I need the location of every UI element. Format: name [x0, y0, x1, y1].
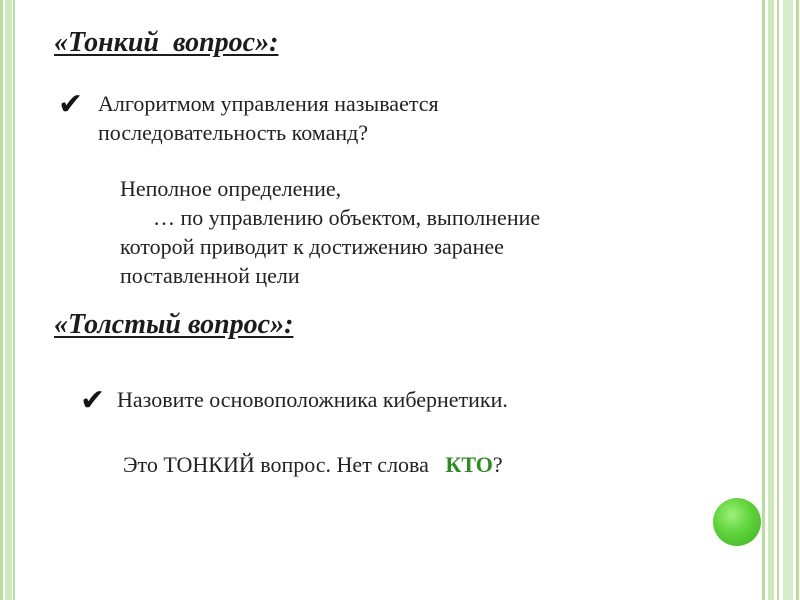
decorative-frame-stripe: [5, 0, 12, 600]
question-1-line: последовательность команд?: [98, 120, 369, 145]
answer-line: [123, 450, 503, 479]
decorative-frame-stripe: [796, 0, 799, 600]
question-1-line: Алгоритмом управления называется: [98, 91, 439, 116]
navigation-dot-button[interactable]: [713, 498, 761, 546]
decorative-frame-stripe: [777, 0, 779, 600]
answer-suffix: ?: [492, 452, 503, 477]
heading-thin-question: «Тонкий вопрос»:: [54, 27, 279, 58]
definition-line: поставленной цели: [120, 263, 300, 288]
definition-block: [120, 174, 540, 290]
checkmark-icon: ✔: [58, 87, 84, 122]
decorative-frame-stripe: [762, 0, 765, 600]
definition-line: Неполное определение,: [120, 176, 342, 201]
decorative-frame-stripe: [13, 0, 15, 600]
decorative-frame-stripe: [0, 0, 3, 600]
answer-keyword: КТО: [445, 452, 493, 477]
answer-prefix: Это ТОНКИЙ вопрос. Нет слова: [123, 452, 446, 477]
definition-line: которой приводит к достижению заранее: [120, 234, 504, 259]
checkmark-icon: ✔: [80, 383, 106, 418]
heading-thick-question: «Толстый вопрос»:: [54, 309, 294, 340]
definition-line: … по управлению объектом, выполнение: [120, 205, 541, 230]
question-1: [98, 89, 439, 147]
question-2: Назовите основоположника кибернетики.: [117, 387, 508, 412]
decorative-frame-stripe: [783, 0, 793, 600]
decorative-frame-stripe: [768, 0, 774, 600]
